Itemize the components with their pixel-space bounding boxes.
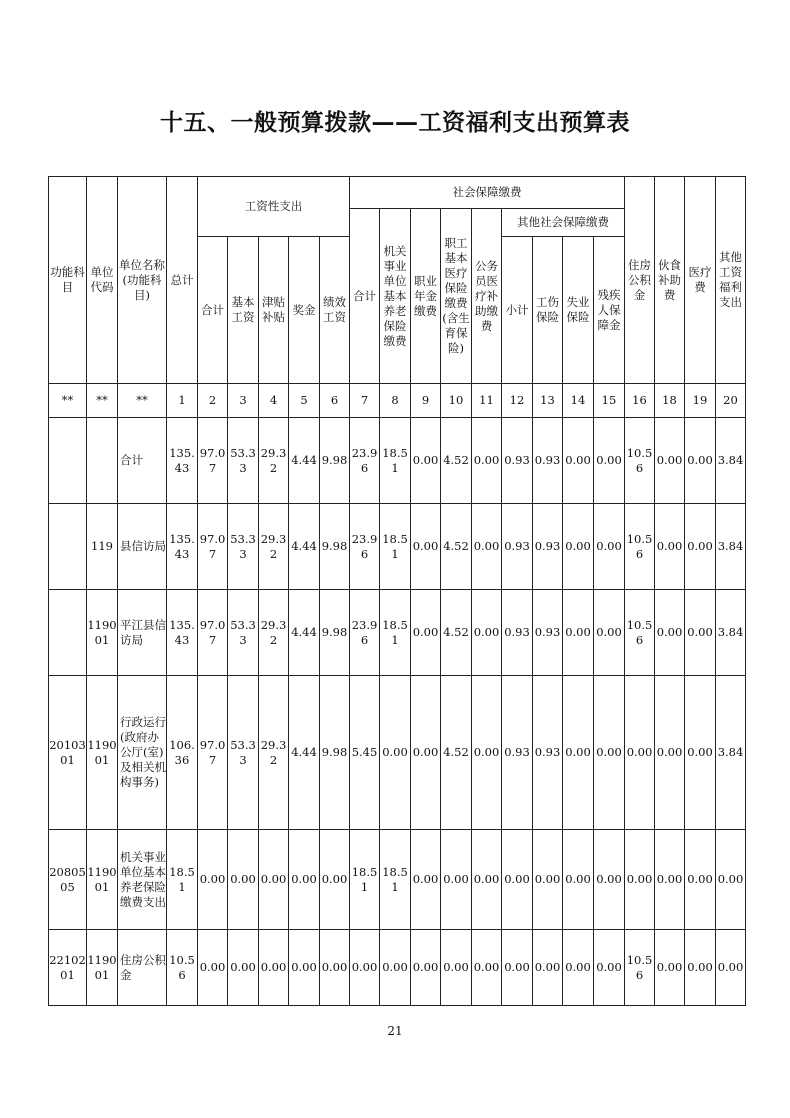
row-value-cell: 0.00 bbox=[594, 830, 625, 930]
row-value-cell: 0.93 bbox=[502, 590, 533, 676]
row-value-cell: 18.51 bbox=[380, 830, 411, 930]
row-value-cell: 4.52 bbox=[441, 504, 472, 590]
row-value-cell: 0.00 bbox=[563, 504, 594, 590]
row-value-cell: 0.00 bbox=[655, 676, 685, 830]
row-value-cell: 0.93 bbox=[502, 676, 533, 830]
row-value-cell: 53.33 bbox=[228, 590, 259, 676]
row-value-cell: 10.56 bbox=[167, 930, 198, 1006]
header-wage-group: 工资性支出 bbox=[198, 177, 350, 237]
header-performance: 绩效工资 bbox=[320, 237, 350, 384]
row-value-cell: 53.33 bbox=[228, 676, 259, 830]
row-value-cell: 0.00 bbox=[320, 830, 350, 930]
row-value-cell: 0.00 bbox=[685, 930, 716, 1006]
row-value-cell: 23.96 bbox=[350, 590, 380, 676]
table-row bbox=[49, 504, 746, 590]
row-value-cell: 18.51 bbox=[167, 830, 198, 930]
index-cell: 19 bbox=[685, 384, 716, 418]
row-value-cell: 0.00 bbox=[259, 930, 289, 1006]
row-value-cell: 4.44 bbox=[289, 590, 320, 676]
row-value-cell: 0.00 bbox=[594, 590, 625, 676]
row-value-cell: 97.07 bbox=[198, 590, 228, 676]
row-value-cell: 53.33 bbox=[228, 504, 259, 590]
row-value-cell: 0.00 bbox=[441, 830, 472, 930]
row-value-cell: 10.56 bbox=[625, 590, 655, 676]
index-cell: 16 bbox=[625, 384, 655, 418]
row-unit-code: 119001 bbox=[87, 830, 118, 930]
row-func-subject: 2010301 bbox=[49, 676, 87, 830]
index-row bbox=[49, 384, 746, 418]
row-value-cell: 0.00 bbox=[625, 830, 655, 930]
row-value-cell: 0.00 bbox=[350, 930, 380, 1006]
row-value-cell: 18.51 bbox=[380, 418, 411, 504]
row-value-cell: 0.00 bbox=[655, 418, 685, 504]
header-total: 总计 bbox=[167, 177, 198, 384]
row-value-cell: 0.00 bbox=[685, 676, 716, 830]
header-unit-name: 单位名称(功能科目) bbox=[118, 177, 167, 384]
row-value-cell: 0.00 bbox=[594, 676, 625, 830]
row-value-cell: 0.00 bbox=[533, 830, 563, 930]
header-bonus: 奖金 bbox=[289, 237, 320, 384]
header-basic-wage: 基本工资 bbox=[228, 237, 259, 384]
row-value-cell: 135.43 bbox=[167, 504, 198, 590]
row-value-cell: 53.33 bbox=[228, 418, 259, 504]
row-value-cell: 0.00 bbox=[472, 830, 502, 930]
header-func-subject: 功能科目 bbox=[49, 177, 87, 384]
row-unit-name: 合计 bbox=[118, 418, 167, 504]
row-value-cell: 0.93 bbox=[533, 418, 563, 504]
table-row bbox=[49, 830, 746, 930]
row-value-cell: 0.00 bbox=[655, 590, 685, 676]
index-cell: 11 bbox=[472, 384, 502, 418]
row-func-subject: 2080505 bbox=[49, 830, 87, 930]
row-value-cell: 135.43 bbox=[167, 590, 198, 676]
row-value-cell: 0.00 bbox=[380, 676, 411, 830]
index-cell: 14 bbox=[563, 384, 594, 418]
index-cell: 15 bbox=[594, 384, 625, 418]
row-value-cell: 0.00 bbox=[472, 930, 502, 1006]
header-other-social-group: 其他社会保障缴费 bbox=[502, 209, 625, 237]
header-annuity: 职业年金缴费 bbox=[411, 209, 441, 384]
row-value-cell: 3.84 bbox=[716, 418, 746, 504]
row-value-cell: 29.32 bbox=[259, 504, 289, 590]
row-value-cell: 0.00 bbox=[533, 930, 563, 1006]
row-value-cell: 106.36 bbox=[167, 676, 198, 830]
row-value-cell: 0.00 bbox=[563, 930, 594, 1006]
header-medical-insurance: 职工基本医疗保险缴费(含生育保险) bbox=[441, 209, 472, 384]
index-cell: 7 bbox=[350, 384, 380, 418]
row-value-cell: 0.00 bbox=[411, 590, 441, 676]
header-unit-code: 单位代码 bbox=[87, 177, 118, 384]
page-number: 21 bbox=[387, 1024, 403, 1038]
row-unit-code: 119 bbox=[87, 504, 118, 590]
row-value-cell: 18.51 bbox=[380, 504, 411, 590]
row-value-cell: 0.93 bbox=[502, 504, 533, 590]
row-unit-name: 县信访局 bbox=[118, 504, 167, 590]
row-value-cell: 4.52 bbox=[441, 590, 472, 676]
row-value-cell: 0.00 bbox=[563, 418, 594, 504]
row-value-cell: 0.00 bbox=[685, 830, 716, 930]
index-cell: ** bbox=[49, 384, 87, 418]
header-injury: 工伤保险 bbox=[533, 237, 563, 384]
index-cell: 3 bbox=[228, 384, 259, 418]
row-value-cell: 0.00 bbox=[594, 504, 625, 590]
row-value-cell: 0.00 bbox=[198, 930, 228, 1006]
row-value-cell: 0.00 bbox=[625, 676, 655, 830]
row-value-cell: 4.44 bbox=[289, 676, 320, 830]
index-cell: ** bbox=[118, 384, 167, 418]
row-unit-name: 平江县信访局 bbox=[118, 590, 167, 676]
page-title: 十五、一般预算拨款——工资福利支出预算表 bbox=[160, 110, 630, 136]
row-value-cell: 0.00 bbox=[563, 830, 594, 930]
row-value-cell: 4.44 bbox=[289, 418, 320, 504]
row-value-cell: 0.00 bbox=[655, 830, 685, 930]
header-social-group: 社会保障缴费 bbox=[350, 177, 625, 209]
header-subtotal: 小计 bbox=[502, 237, 533, 384]
row-value-cell: 4.52 bbox=[441, 676, 472, 830]
row-unit-name: 住房公积金 bbox=[118, 930, 167, 1006]
index-cell: 4 bbox=[259, 384, 289, 418]
wage-welfare-budget-table bbox=[48, 176, 746, 1006]
row-value-cell: 0.00 bbox=[716, 830, 746, 930]
row-value-cell: 0.00 bbox=[716, 930, 746, 1006]
row-value-cell: 0.00 bbox=[411, 504, 441, 590]
row-value-cell: 9.98 bbox=[320, 418, 350, 504]
row-value-cell: 0.00 bbox=[685, 590, 716, 676]
row-unit-name: 机关事业单位基本养老保险缴费支出 bbox=[118, 830, 167, 930]
row-value-cell: 97.07 bbox=[198, 676, 228, 830]
row-value-cell: 18.51 bbox=[380, 590, 411, 676]
row-value-cell: 0.00 bbox=[289, 930, 320, 1006]
row-value-cell: 18.51 bbox=[350, 830, 380, 930]
row-value-cell: 0.00 bbox=[411, 830, 441, 930]
index-cell: 6 bbox=[320, 384, 350, 418]
table-row bbox=[49, 590, 746, 676]
header-disability: 残疾人保障金 bbox=[594, 237, 625, 384]
row-value-cell: 3.84 bbox=[716, 676, 746, 830]
index-cell: ** bbox=[87, 384, 118, 418]
row-value-cell: 4.44 bbox=[289, 504, 320, 590]
header-allowance: 津贴补贴 bbox=[259, 237, 289, 384]
row-value-cell: 5.45 bbox=[350, 676, 380, 830]
row-unit-code: 119001 bbox=[87, 676, 118, 830]
header-medical-fee: 医疗费 bbox=[685, 177, 716, 384]
row-value-cell: 9.98 bbox=[320, 504, 350, 590]
row-value-cell: 0.00 bbox=[502, 930, 533, 1006]
header-pension: 机关事业单位基本养老保险缴费 bbox=[380, 209, 411, 384]
row-value-cell: 97.07 bbox=[198, 504, 228, 590]
row-unit-code bbox=[87, 418, 118, 504]
row-value-cell: 0.00 bbox=[472, 676, 502, 830]
row-value-cell: 0.00 bbox=[289, 830, 320, 930]
row-value-cell: 0.93 bbox=[502, 418, 533, 504]
row-unit-code: 119001 bbox=[87, 930, 118, 1006]
row-value-cell: 0.00 bbox=[563, 590, 594, 676]
index-cell: 13 bbox=[533, 384, 563, 418]
row-func-subject bbox=[49, 590, 87, 676]
header-meal: 伙食补助费 bbox=[655, 177, 685, 384]
table-row bbox=[49, 930, 746, 1006]
row-value-cell: 0.00 bbox=[594, 418, 625, 504]
row-value-cell: 0.00 bbox=[685, 504, 716, 590]
row-value-cell: 0.00 bbox=[411, 418, 441, 504]
index-cell: 10 bbox=[441, 384, 472, 418]
row-value-cell: 0.00 bbox=[472, 504, 502, 590]
row-value-cell: 0.00 bbox=[685, 418, 716, 504]
table-row bbox=[49, 676, 746, 830]
row-value-cell: 0.00 bbox=[655, 930, 685, 1006]
header-wage-total: 合计 bbox=[198, 237, 228, 384]
row-value-cell: 29.32 bbox=[259, 676, 289, 830]
row-value-cell: 0.00 bbox=[655, 504, 685, 590]
row-value-cell: 97.07 bbox=[198, 418, 228, 504]
row-func-subject bbox=[49, 504, 87, 590]
index-cell: 18 bbox=[655, 384, 685, 418]
row-value-cell: 10.56 bbox=[625, 504, 655, 590]
row-value-cell: 10.56 bbox=[625, 418, 655, 504]
row-value-cell: 0.00 bbox=[472, 590, 502, 676]
header-social-total: 合计 bbox=[350, 209, 380, 384]
row-value-cell: 0.00 bbox=[259, 830, 289, 930]
row-value-cell: 29.32 bbox=[259, 418, 289, 504]
row-value-cell: 135.43 bbox=[167, 418, 198, 504]
row-value-cell: 4.52 bbox=[441, 418, 472, 504]
row-value-cell: 0.00 bbox=[228, 830, 259, 930]
header-civil-medical: 公务员医疗补助缴费 bbox=[472, 209, 502, 384]
row-func-subject: 2210201 bbox=[49, 930, 87, 1006]
row-value-cell: 3.84 bbox=[716, 590, 746, 676]
row-value-cell: 0.00 bbox=[594, 930, 625, 1006]
index-cell: 12 bbox=[502, 384, 533, 418]
row-value-cell: 0.00 bbox=[563, 676, 594, 830]
header-other-welfare: 其他工资福利支出 bbox=[716, 177, 746, 384]
index-cell: 2 bbox=[198, 384, 228, 418]
index-cell: 8 bbox=[380, 384, 411, 418]
row-value-cell: 0.00 bbox=[441, 930, 472, 1006]
row-value-cell: 9.98 bbox=[320, 676, 350, 830]
row-value-cell: 0.93 bbox=[533, 676, 563, 830]
index-cell: 1 bbox=[167, 384, 198, 418]
header-unemployment: 失业保险 bbox=[563, 237, 594, 384]
row-value-cell: 0.93 bbox=[533, 504, 563, 590]
row-value-cell: 3.84 bbox=[716, 504, 746, 590]
header-housing-fund: 住房公积金 bbox=[625, 177, 655, 384]
row-value-cell: 0.00 bbox=[380, 930, 411, 1006]
index-cell: 9 bbox=[411, 384, 441, 418]
row-value-cell: 23.96 bbox=[350, 504, 380, 590]
row-func-subject bbox=[49, 418, 87, 504]
row-unit-code: 119001 bbox=[87, 590, 118, 676]
row-value-cell: 10.56 bbox=[625, 930, 655, 1006]
index-cell: 5 bbox=[289, 384, 320, 418]
table-row bbox=[49, 418, 746, 504]
row-value-cell: 0.00 bbox=[411, 676, 441, 830]
index-cell: 20 bbox=[716, 384, 746, 418]
row-value-cell: 0.00 bbox=[502, 830, 533, 930]
row-value-cell: 0.00 bbox=[228, 930, 259, 1006]
row-value-cell: 9.98 bbox=[320, 590, 350, 676]
row-value-cell: 0.00 bbox=[320, 930, 350, 1006]
row-unit-name: 行政运行(政府办公厅(室)及相关机构事务) bbox=[118, 676, 167, 830]
row-value-cell: 0.00 bbox=[472, 418, 502, 504]
row-value-cell: 0.93 bbox=[533, 590, 563, 676]
row-value-cell: 29.32 bbox=[259, 590, 289, 676]
row-value-cell: 0.00 bbox=[198, 830, 228, 930]
row-value-cell: 23.96 bbox=[350, 418, 380, 504]
row-value-cell: 0.00 bbox=[411, 930, 441, 1006]
